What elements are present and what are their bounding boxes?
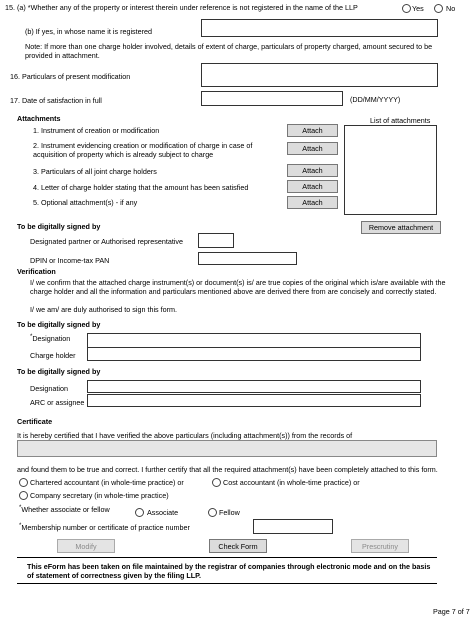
cost-accountant-label: Cost accountant (in whole-time practice) or	[223, 478, 360, 487]
check-form-button[interactable]: Check Form	[209, 539, 267, 553]
divider-bottom	[17, 583, 437, 584]
attach-button-5[interactable]: Attach	[287, 196, 338, 209]
attachment-item-2-label: 2. Instrument evidencing creation or modification of charge in case of acquisition of property which is already subject to charge	[33, 141, 253, 159]
q15b-label: (b) If yes, in whose name it is registered	[25, 27, 153, 36]
designated-partner-label: Designated partner or Authorised representative	[30, 237, 184, 246]
attachment-item-1-label: 1. Instrument of creation or modification	[33, 126, 160, 135]
attachment-item-5-label: 5. Optional attachment(s) - if any	[33, 198, 138, 207]
attach-button-4[interactable]: Attach	[287, 180, 338, 193]
no-radio[interactable]	[434, 4, 443, 13]
designation-label-3: Designation	[30, 384, 68, 393]
registered-name-input[interactable]	[201, 19, 438, 37]
yes-radio[interactable]	[402, 4, 411, 13]
designation-input-2[interactable]	[87, 333, 421, 348]
ca-radio[interactable]	[19, 478, 28, 487]
dpin-input[interactable]	[198, 252, 297, 265]
attachments-list[interactable]	[344, 125, 437, 215]
cost-accountant-radio[interactable]	[212, 478, 221, 487]
designation-input-3[interactable]	[87, 380, 421, 393]
charge-holder-input[interactable]	[87, 347, 421, 361]
associate-radio[interactable]	[135, 508, 144, 517]
q16-label: 16. Particulars of present modification	[10, 72, 131, 81]
page-number: Page 7 of 7	[433, 607, 470, 616]
remove-attachment-button[interactable]: Remove attachment	[361, 221, 441, 234]
arc-input[interactable]	[87, 394, 421, 407]
yes-label: Yes	[412, 4, 424, 13]
designated-partner-input[interactable]	[198, 233, 234, 248]
attachment-item-3-label: 3. Particulars of all joint charge holders	[33, 167, 157, 176]
dpin-label: DPIN or Income-tax PAN	[30, 256, 110, 265]
certificate-text-2: and found them to be true and correct. I further certify that all the required attachment(s) have been completely attached to this form.	[17, 465, 438, 474]
attachment-item-4-label: 4. Letter of charge holder stating that the amount has been satisfied	[33, 183, 249, 192]
arc-label: ARC or assignee	[30, 398, 85, 407]
q17-label: 17. Date of satisfaction in full	[10, 96, 102, 105]
signed-by-heading-3: To be digitally signed by	[17, 367, 101, 376]
prescrutiny-button[interactable]: Prescrutiny	[351, 539, 409, 553]
certificate-heading: Certificate	[17, 417, 53, 426]
footer-note: This eForm has been taken on file maintained by the registrar of companies through electronic mode and on the basis of statement of correctness given by the filing LLP.	[27, 562, 431, 580]
modify-button[interactable]: Modify	[57, 539, 115, 553]
q15-label: 15. (a) *Whether any of the property or interest therein under reference is not registered in the name of the LLP	[5, 3, 358, 12]
certificate-text-1: It is hereby certified that I have verified the above particulars (including attachment(s)) from the records of	[17, 431, 353, 440]
divider-top	[17, 557, 437, 558]
records-of-input[interactable]	[17, 440, 437, 457]
attach-button-2[interactable]: Attach	[287, 142, 338, 155]
membership-label-text: Membership number or certificate of practice number	[21, 523, 190, 532]
designation-label-2: *Designation	[30, 334, 71, 343]
verification-heading: Verification	[17, 267, 56, 276]
attach-button-3[interactable]: Attach	[287, 164, 338, 177]
attach-button-1[interactable]: Attach	[287, 124, 338, 137]
q15-note: Note: If more than one charge holder involved, details of extent of charge, particulars of property charged, amount secured to be provided in attachment.	[25, 42, 433, 60]
modification-particulars-input[interactable]	[201, 63, 438, 87]
designation-label-2-text: Designation	[32, 334, 71, 343]
fellow-radio[interactable]	[208, 508, 217, 517]
cs-label: Company secretary (in whole-time practice)	[30, 491, 169, 500]
signed-by-heading-2: To be digitally signed by	[17, 320, 101, 329]
attachments-list-heading: List of attachments	[370, 116, 431, 125]
membership-label: *Membership number or certificate of practice number	[19, 523, 190, 532]
satisfaction-date-input[interactable]	[201, 91, 343, 106]
associate-fellow-label-text: Whether associate or fellow	[21, 505, 110, 514]
date-format-hint: (DD/MM/YYYY)	[350, 95, 401, 104]
associate-fellow-label: *Whether associate or fellow	[19, 505, 110, 514]
ca-label: Chartered accountant (in whole-time practice) or	[30, 478, 184, 487]
associate-label: Associate	[147, 508, 179, 517]
membership-number-input[interactable]	[253, 519, 333, 534]
verification-text: I/ we confirm that the attached charge instrument(s) or document(s) is/ are true copies of the original which is/are available with the charge holder and all the information and particulars mentioned above are derived there from are concisely and correctly stated.	[30, 278, 446, 296]
attachments-heading: Attachments	[17, 114, 61, 123]
verification-authorised-text: I/ we am/ are duly authorised to sign this form.	[30, 305, 178, 314]
fellow-label: Fellow	[219, 508, 240, 517]
signed-by-heading-1: To be digitally signed by	[17, 222, 101, 231]
no-label: No	[446, 4, 456, 13]
cs-radio[interactable]	[19, 491, 28, 500]
charge-holder-label: Charge holder	[30, 351, 76, 360]
